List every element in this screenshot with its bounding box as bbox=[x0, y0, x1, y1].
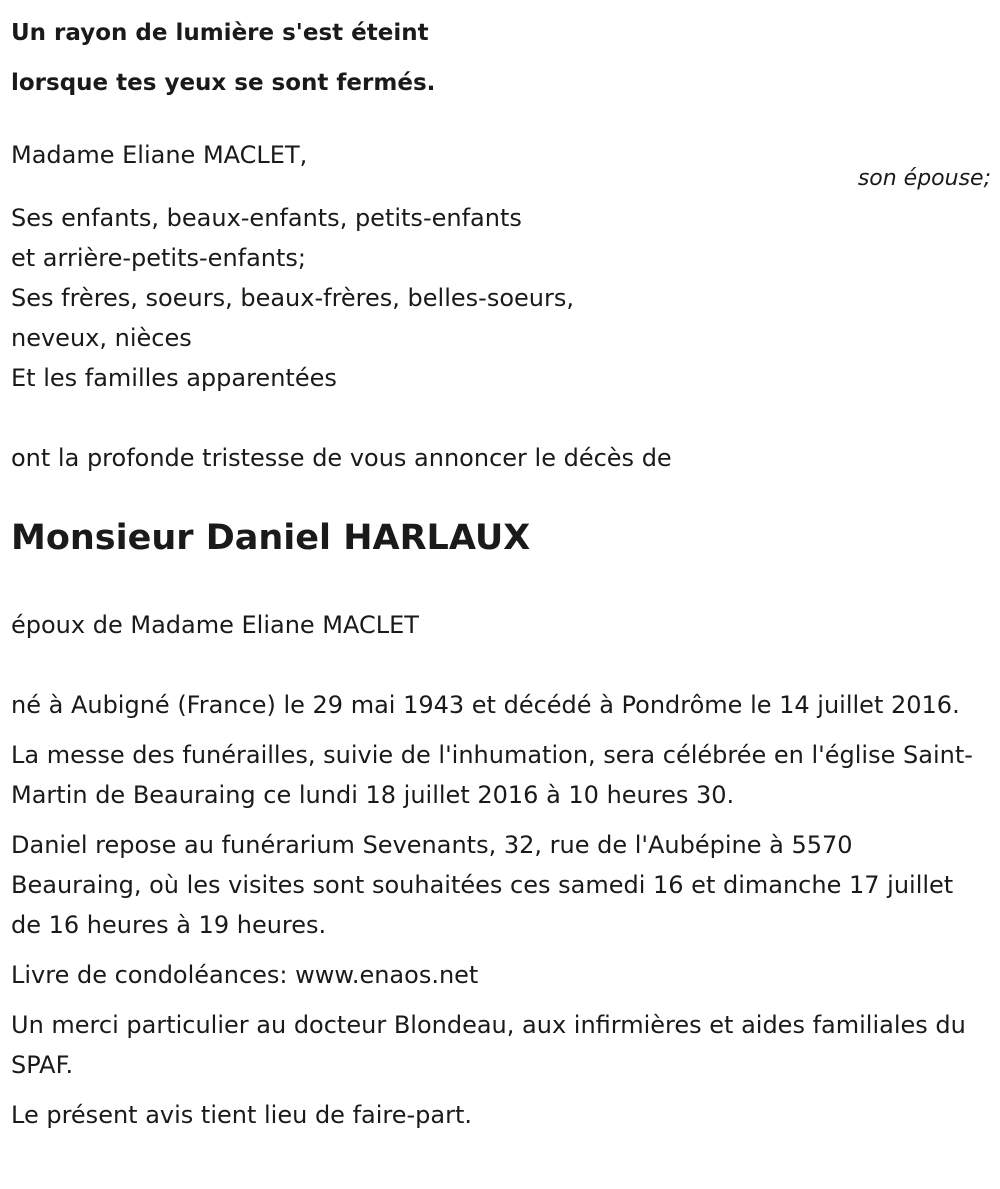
deceased-name: Monsieur Daniel HARLAUX bbox=[11, 518, 531, 558]
spouse-role: son épouse; bbox=[857, 166, 991, 191]
thanks-paragraph: Un merci particulier au docteur Blondeau, aux infirmières et aides familiales du SPAF. bbox=[11, 1011, 966, 1079]
notice-details bbox=[11, 685, 986, 1145]
notice-paragraph: Le présent avis tient lieu de faire-part. bbox=[11, 1101, 473, 1129]
birth-death-paragraph: né à Aubigné (France) le 29 mai 1943 et décédé à Pondrôme le 14 juillet 2016. bbox=[11, 691, 960, 719]
family-line: Ses enfants, beaux-enfants, petits-enfants bbox=[11, 204, 522, 232]
announcement: ont la profonde tristesse de vous annoncer le décès de bbox=[11, 444, 672, 472]
family-line: Ses frères, soeurs, beaux-frères, belles-soeurs, bbox=[11, 284, 574, 312]
family-list bbox=[11, 198, 574, 398]
repose-paragraph: Daniel repose au funérarium Sevenants, 32, rue de l'Aubépine à 5570 Beauraing, où les visites sont souhaitées ces samedi 16 et dimanche 17 juillet de 16 heures à 19 heures. bbox=[11, 831, 954, 939]
epigraph-line-1: Un rayon de lumière s'est éteint bbox=[11, 20, 429, 46]
family-line: Et les familles apparentées bbox=[11, 364, 337, 392]
epigraph bbox=[11, 8, 435, 108]
condolences-paragraph: Livre de condoléances: www.enaos.net bbox=[11, 961, 479, 989]
spouse-name: Madame Eliane MACLET, bbox=[11, 141, 308, 169]
family-line: neveux, nièces bbox=[11, 324, 192, 352]
family-line: et arrière-petits-enfants; bbox=[11, 244, 307, 272]
deceased-spouse-of: époux de Madame Eliane MACLET bbox=[11, 611, 419, 639]
funeral-paragraph: La messe des funérailles, suivie de l'inhumation, sera célébrée en l'église Saint-Martin de Beauraing ce lundi 18 juillet 2016 à 10 heures 30. bbox=[11, 741, 973, 809]
epigraph-line-2: lorsque tes yeux se sont fermés. bbox=[11, 70, 436, 96]
